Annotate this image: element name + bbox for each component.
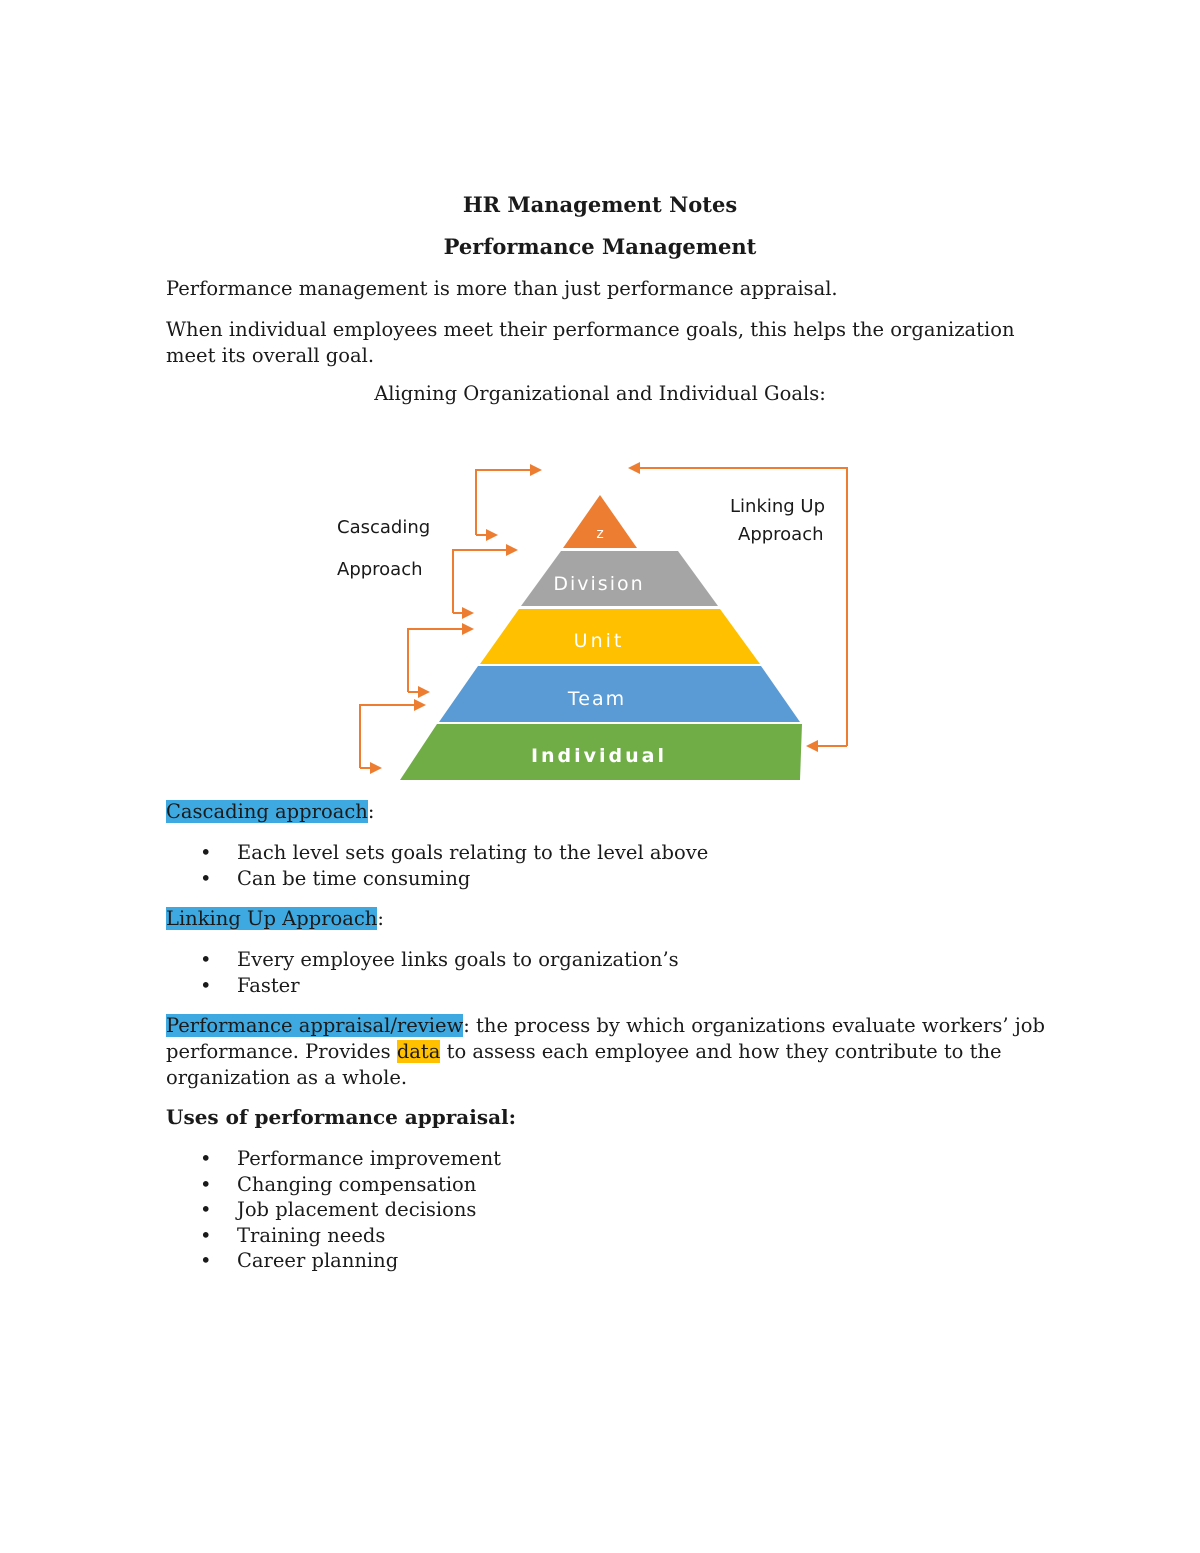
goals-paragraph: When individual employees meet their performance goals, this helps the organization meet its overall goal.	[166, 318, 1015, 367]
linking-up-label-line2: Approach	[738, 524, 824, 545]
intro-paragraph: Performance management is more than just performance appraisal.	[166, 277, 838, 300]
data-highlight: data	[396, 1040, 441, 1063]
document-title: HR Management Notes	[462, 192, 738, 217]
list-item: • Job placement decisions	[200, 1198, 477, 1221]
level-label-organization: z	[596, 526, 604, 542]
list-item: • Can be time consuming	[200, 866, 471, 890]
list-item: • Faster	[200, 973, 300, 997]
cascading-label-line2: Approach	[337, 559, 423, 580]
linking-up-list	[200, 947, 679, 998]
cascading-term-highlight: Cascading approach	[166, 800, 368, 823]
uses-list	[200, 1146, 501, 1274]
list-item: • Career planning	[200, 1249, 399, 1272]
appraisal-definition: Performance appraisal/review: the process by which organizations evaluate workers’ job performance. Provides data to assess each employee and how they contribute to the organization as a whole.	[166, 1014, 1045, 1089]
cascade-arrow-4	[408, 629, 472, 692]
level-label-unit: Unit	[573, 630, 625, 652]
section-title: Performance Management	[443, 234, 757, 259]
cascading-heading: Cascading approach:	[166, 800, 375, 823]
cascading-label-line1: Cascading	[337, 517, 431, 538]
level-label-individual: Individual	[530, 745, 668, 767]
cascading-list	[200, 840, 708, 891]
diagram-caption: Aligning Organizational and Individual Goals:	[374, 382, 826, 405]
appraisal-term-highlight: Performance appraisal/review	[166, 1014, 464, 1037]
list-item: • Changing compensation	[200, 1172, 477, 1196]
linking-up-label-line1: Linking Up	[730, 496, 826, 517]
uses-heading: Uses of performance appraisal:	[166, 1105, 517, 1129]
level-label-division: Division	[553, 573, 645, 595]
list-item: • Each level sets goals relating to the level above	[200, 841, 709, 864]
cascade-arrow-3	[453, 550, 516, 613]
list-item: • Performance improvement	[200, 1147, 501, 1170]
goal-alignment-pyramid	[320, 450, 880, 795]
level-label-team: Team	[567, 688, 627, 710]
cascade-arrow-1	[476, 470, 540, 535]
list-item: • Every employee links goals to organization’s	[200, 948, 679, 971]
list-item: • Training needs	[200, 1223, 386, 1247]
linking-up-heading: Linking Up Approach:	[166, 907, 384, 930]
linking-up-term-highlight: Linking Up Approach	[166, 907, 378, 930]
